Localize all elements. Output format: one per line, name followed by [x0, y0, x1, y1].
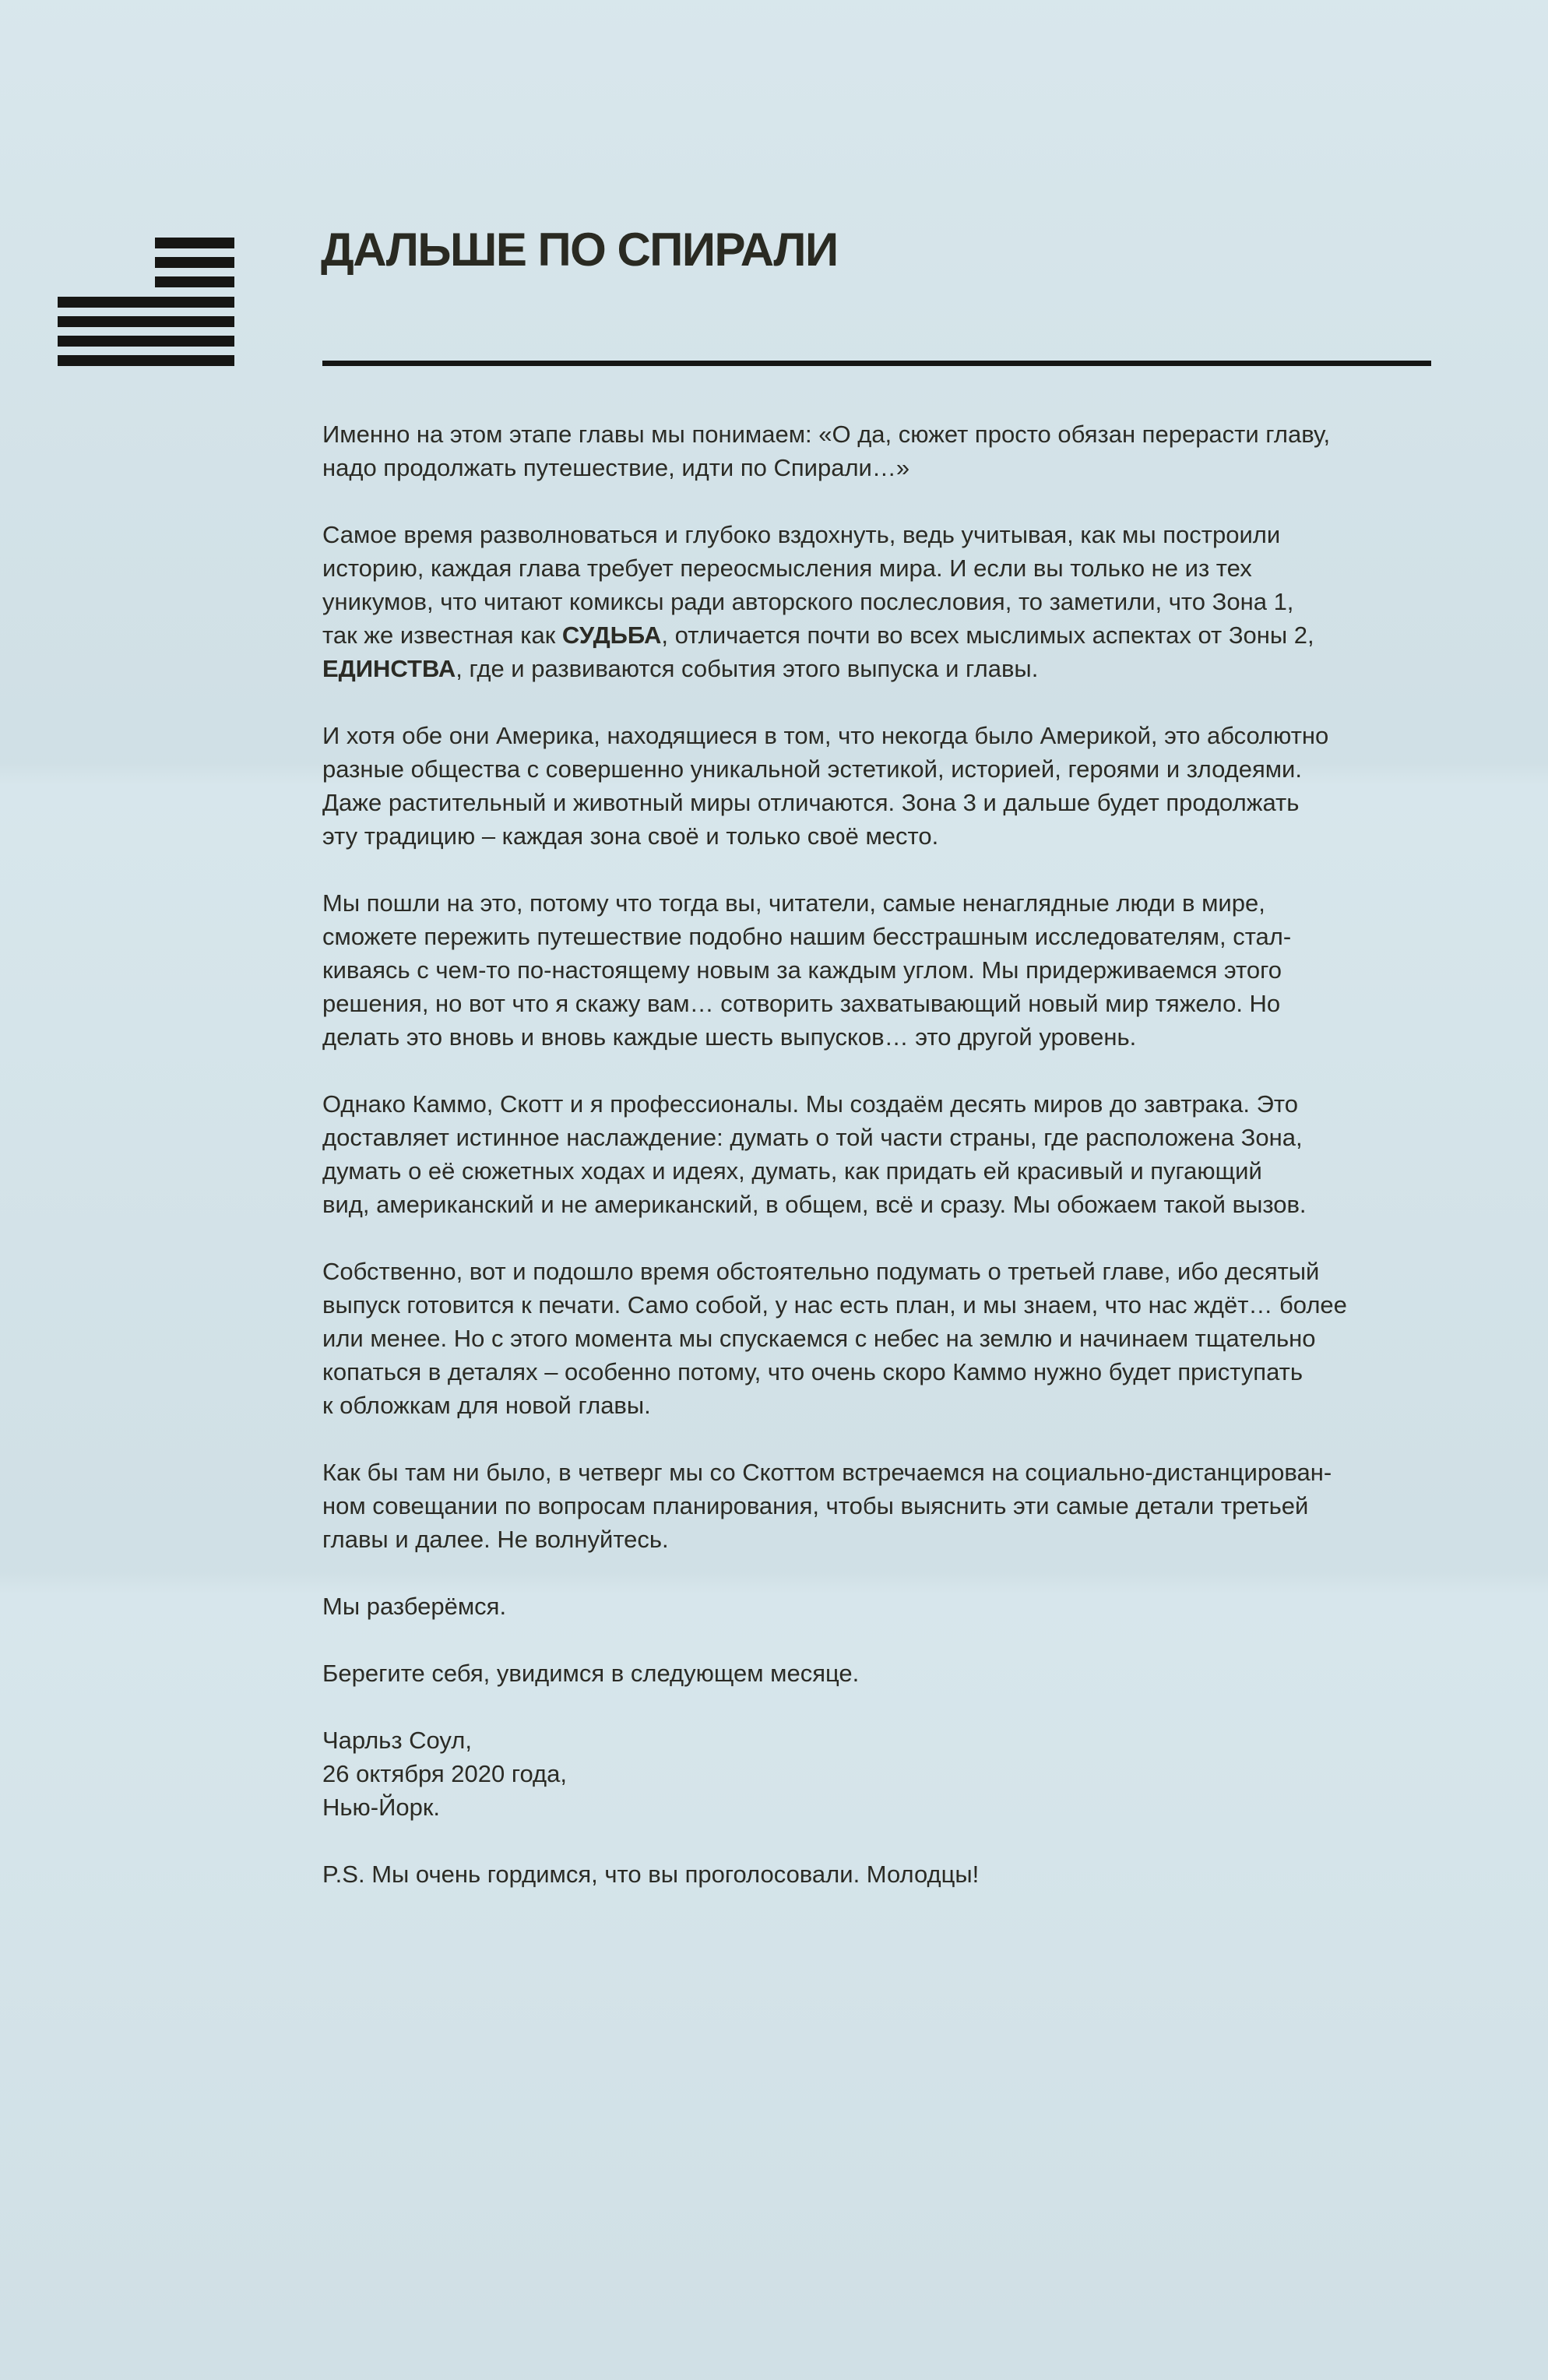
- text-line: вид, американский и не американский, в общем, всё и сразу. Мы обожаем такой вызов.: [322, 1191, 1307, 1218]
- logo-bar: [155, 238, 234, 248]
- paragraph: [322, 1590, 1347, 1623]
- paragraph: [322, 417, 1347, 484]
- text-line: думать о её сюжетных ходах и идеях, думать, как придать ей красивый и пугающий: [322, 1157, 1262, 1185]
- text-line: киваясь с чем-то по-настоящему новым за каждым углом. Мы придерживаемся этого: [322, 956, 1282, 984]
- text-line: надо продолжать путешествие, идти по Спирали…»: [322, 454, 910, 481]
- text-line: копаться в деталях – особенно потому, что очень скоро Каммо нужно будет приступать: [322, 1358, 1303, 1385]
- text-line: историю, каждая глава требует переосмысления мира. И если вы только не из тех: [322, 555, 1252, 582]
- paragraph: [322, 1857, 1347, 1891]
- logo-bar: [58, 316, 234, 327]
- bold-term: СУДЬБА: [561, 621, 662, 649]
- text-line: или менее. Но с этого момента мы спускаемся с небес на землю и начинаем тщательно: [322, 1325, 1316, 1352]
- text-line: [322, 652, 1347, 685]
- title-divider: [322, 361, 1431, 366]
- text-line: Самое время разволноваться и глубоко вздохнуть, ведь учитывая, как мы построили: [322, 521, 1281, 548]
- text-line: Собственно, вот и подошло время обстоятельно подумать о третьей главе, ибо десятый: [322, 1258, 1320, 1285]
- text-line: делать это вновь и вновь каждые шесть выпусков… это другой уровень.: [322, 1023, 1137, 1051]
- text-line: решения, но вот что я скажу вам… сотворить захватывающий новый мир тяжело. Но: [322, 990, 1281, 1017]
- page-title: ДАЛЬШЕ ПО СПИРАЛИ: [321, 224, 838, 276]
- logo-bar: [58, 297, 234, 308]
- text-line: 26 октября 2020 года,: [322, 1760, 567, 1787]
- text-line: Мы разберёмся.: [322, 1593, 507, 1620]
- text-line: Чарльз Соул,: [322, 1727, 472, 1754]
- text-line: Именно на этом этапе главы мы понимаем: «О да, сюжет просто обязан перерасти главу,: [322, 421, 1331, 448]
- text-line: выпуск готовится к печати. Само собой, у нас есть план, и мы знаем, что нас ждёт… более: [322, 1291, 1347, 1319]
- paragraph: [322, 1087, 1347, 1221]
- paragraph: [322, 1255, 1347, 1422]
- text-line: Берегите себя, увидимся в следующем месяце.: [322, 1660, 860, 1687]
- text-segment: , где и развиваются события этого выпуска и главы.: [456, 655, 1039, 682]
- text-line: к обложкам для новой главы.: [322, 1392, 651, 1419]
- text-line: Даже растительный и животный миры отличаются. Зона 3 и дальше будет продолжать: [322, 789, 1300, 816]
- paragraph: [322, 1656, 1347, 1690]
- logo-bar: [155, 257, 234, 268]
- logo-bar: [155, 276, 234, 287]
- text-segment: , отличается почти во всех мыслимых аспектах от Зоны 2,: [661, 621, 1314, 649]
- text-line: Мы пошли на это, потому что тогда вы, читатели, самые ненаглядные люди в мире,: [322, 889, 1265, 917]
- text-line: главы и далее. Не волнуйтесь.: [322, 1526, 669, 1553]
- text-line: разные общества с совершенно уникальной эстетикой, историей, героями и злодеями.: [322, 755, 1302, 783]
- text-line: уникумов, что читают комиксы ради авторского послесловия, то заметили, что Зона 1,: [322, 588, 1294, 615]
- text-line: Нью-Йорк.: [322, 1794, 441, 1821]
- text-line: сможете пережить путешествие подобно нашим бесстрашным исследователям, стал-: [322, 923, 1292, 950]
- paragraph: [322, 719, 1347, 853]
- paragraph: [322, 1723, 1347, 1824]
- text-line: И хотя обе они Америка, находящиеся в том, что некогда было Америкой, это абсолютно: [322, 722, 1329, 749]
- paragraph: [322, 518, 1347, 685]
- bold-term: ЕДИНСТВА: [322, 655, 456, 682]
- text-line: доставляет истинное наслаждение: думать о той части страны, где расположена Зона,: [322, 1124, 1303, 1151]
- text-line: Как бы там ни было, в четверг мы со Скоттом встречаемся на социально-дистанцирован-: [322, 1459, 1332, 1486]
- letter-body: [322, 417, 1347, 1924]
- logo-bar: [58, 336, 234, 347]
- text-line: P.S. Мы очень гордимся, что вы проголосовали. Молодцы!: [322, 1861, 980, 1888]
- paragraph: [322, 886, 1347, 1054]
- text-segment: так же известная как: [322, 621, 562, 649]
- text-line: эту традицию – каждая зона своё и только своё место.: [322, 822, 939, 850]
- text-line: Однако Каммо, Скотт и я профессионалы. Мы создаём десять миров до завтрака. Это: [322, 1090, 1298, 1118]
- text-line: ном совещании по вопросам планирования, чтобы выяснить эти самые детали третьей: [322, 1492, 1309, 1519]
- logo-bar: [58, 355, 234, 366]
- paragraph: [322, 1456, 1347, 1556]
- text-line: [322, 618, 1347, 652]
